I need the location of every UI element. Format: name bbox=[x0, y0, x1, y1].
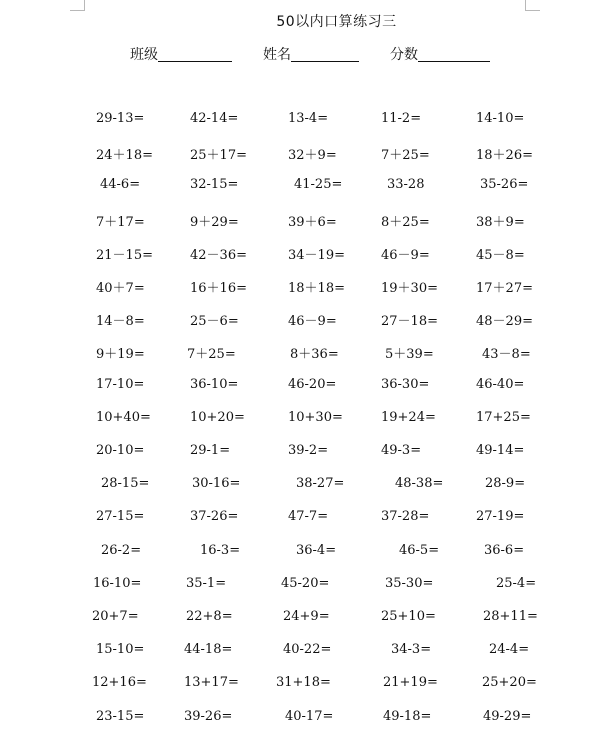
problem-item: 37-26= bbox=[190, 509, 239, 525]
name-field-label: 姓名 bbox=[263, 47, 291, 63]
problem-item: 28+11= bbox=[483, 609, 538, 624]
problem-item: 40＋7= bbox=[96, 281, 145, 296]
problem-item: 5＋39= bbox=[385, 347, 434, 363]
problem-item: 21+19= bbox=[383, 675, 438, 691]
problem-item: 13-4= bbox=[288, 111, 329, 126]
problem-item: 42－36= bbox=[190, 247, 247, 263]
problem-item: 35-26= bbox=[480, 177, 529, 193]
problem-item: 18＋26= bbox=[476, 148, 533, 164]
problem-item: 47-7= bbox=[288, 509, 329, 525]
problem-item: 45-20= bbox=[281, 575, 330, 591]
problem-item: 46－9= bbox=[381, 247, 430, 263]
problem-item: 15-10= bbox=[96, 642, 145, 658]
problem-item: 31+18= bbox=[276, 675, 331, 691]
problem-item: 49-29= bbox=[483, 708, 532, 724]
problem-item: 45－8= bbox=[476, 247, 525, 263]
problem-item: 34－19= bbox=[288, 247, 345, 263]
problem-item: 36-10= bbox=[190, 376, 239, 392]
problem-item: 7＋25= bbox=[381, 148, 430, 164]
problem-item: 42-14= bbox=[190, 111, 239, 126]
problem-item: 32＋9= bbox=[288, 148, 337, 164]
score-field-label: 分数 bbox=[390, 47, 418, 63]
problem-item: 27－18= bbox=[381, 314, 438, 330]
problem-item: 17+25= bbox=[476, 409, 531, 425]
problem-item: 36-6= bbox=[484, 542, 525, 558]
problem-item: 25-4= bbox=[496, 575, 537, 591]
problem-item: 10+20= bbox=[190, 409, 245, 425]
problem-item: 33-28 bbox=[387, 177, 425, 193]
problem-item: 25+10= bbox=[381, 609, 436, 624]
problem-item: 16-10= bbox=[93, 575, 142, 591]
problem-item: 44-18= bbox=[184, 642, 233, 658]
problem-item: 49-14= bbox=[476, 443, 525, 458]
problem-item: 30-16= bbox=[192, 476, 241, 492]
problem-item: 24+9= bbox=[283, 609, 330, 624]
problem-item: 38＋9= bbox=[476, 214, 525, 230]
problem-item: 20+7= bbox=[92, 609, 139, 624]
problem-item: 24＋18= bbox=[96, 148, 153, 164]
problem-item: 10+30= bbox=[288, 409, 343, 425]
problem-item: 27-19= bbox=[476, 509, 525, 525]
problem-item: 8＋25= bbox=[381, 214, 430, 230]
problem-item: 40-17= bbox=[285, 708, 334, 724]
problem-item: 39＋6= bbox=[288, 214, 337, 230]
problem-item: 12+16= bbox=[92, 675, 147, 691]
problem-item: 25－6= bbox=[190, 314, 239, 330]
problem-item: 44-6= bbox=[100, 177, 141, 193]
problem-item: 16-3= bbox=[200, 542, 241, 558]
problem-item: 9＋19= bbox=[96, 347, 145, 363]
problem-item: 41-25= bbox=[294, 177, 343, 193]
problem-item: 49-18= bbox=[383, 708, 432, 724]
problem-item: 36-30= bbox=[381, 376, 430, 392]
problem-item: 39-2= bbox=[288, 443, 329, 458]
problem-item: 36-4= bbox=[296, 542, 337, 558]
problem-item: 49-3= bbox=[381, 443, 422, 458]
problem-item: 48－29= bbox=[476, 314, 533, 330]
problem-item: 25+20= bbox=[482, 675, 537, 691]
problem-item: 28-15= bbox=[101, 476, 150, 492]
problem-item: 37-28= bbox=[381, 509, 430, 525]
problem-item: 35-30= bbox=[385, 575, 434, 591]
problem-item: 19＋30= bbox=[381, 281, 438, 296]
problem-item: 35-1= bbox=[186, 575, 227, 591]
problem-item: 46－9= bbox=[288, 314, 337, 330]
problem-item: 38-27= bbox=[296, 476, 345, 492]
problem-item: 28-9= bbox=[485, 476, 526, 492]
problem-item: 46-20= bbox=[288, 376, 337, 392]
problem-item: 8＋36= bbox=[290, 347, 339, 363]
worksheet-title-text: 50以内口算练习三 bbox=[276, 14, 397, 30]
problem-item: 48-38= bbox=[395, 476, 444, 492]
problem-item: 13+17= bbox=[184, 675, 239, 691]
problem-item: 17＋27= bbox=[476, 281, 533, 296]
problem-item: 27-15= bbox=[96, 509, 145, 525]
problem-item: 25＋17= bbox=[190, 148, 247, 164]
problem-item: 24-4= bbox=[489, 642, 530, 658]
problem-item: 29-13= bbox=[96, 111, 145, 126]
problem-item: 26-2= bbox=[101, 542, 142, 558]
problem-item: 34-3= bbox=[391, 642, 432, 658]
problem-item: 22+8= bbox=[186, 609, 233, 624]
problem-item: 39-26= bbox=[184, 708, 233, 724]
problem-item: 17-10= bbox=[96, 376, 145, 392]
problem-item: 21－15= bbox=[96, 247, 153, 263]
problem-item: 11-2= bbox=[381, 111, 422, 126]
problem-item: 23-15= bbox=[96, 708, 145, 724]
problem-item: 43－8= bbox=[482, 347, 531, 363]
problem-item: 14-10= bbox=[476, 111, 525, 126]
problem-item: 10+40= bbox=[96, 409, 151, 425]
problem-item: 16＋16= bbox=[190, 281, 247, 296]
problem-item: 46-40= bbox=[476, 376, 525, 392]
problem-item: 20-10= bbox=[96, 443, 145, 458]
class-field-label: 班级 bbox=[130, 47, 158, 63]
problem-item: 40-22= bbox=[283, 642, 332, 658]
problem-item: 14－8= bbox=[96, 314, 145, 330]
problem-item: 19+24= bbox=[381, 409, 436, 425]
problem-item: 29-1= bbox=[190, 443, 231, 458]
problem-item: 32-15= bbox=[190, 177, 239, 193]
problem-item: 7＋17= bbox=[96, 214, 145, 230]
problem-item: 46-5= bbox=[399, 542, 440, 558]
problem-item: 18＋18= bbox=[288, 281, 345, 296]
problem-item: 9＋29= bbox=[190, 214, 239, 230]
problem-item: 7＋25= bbox=[187, 347, 236, 363]
